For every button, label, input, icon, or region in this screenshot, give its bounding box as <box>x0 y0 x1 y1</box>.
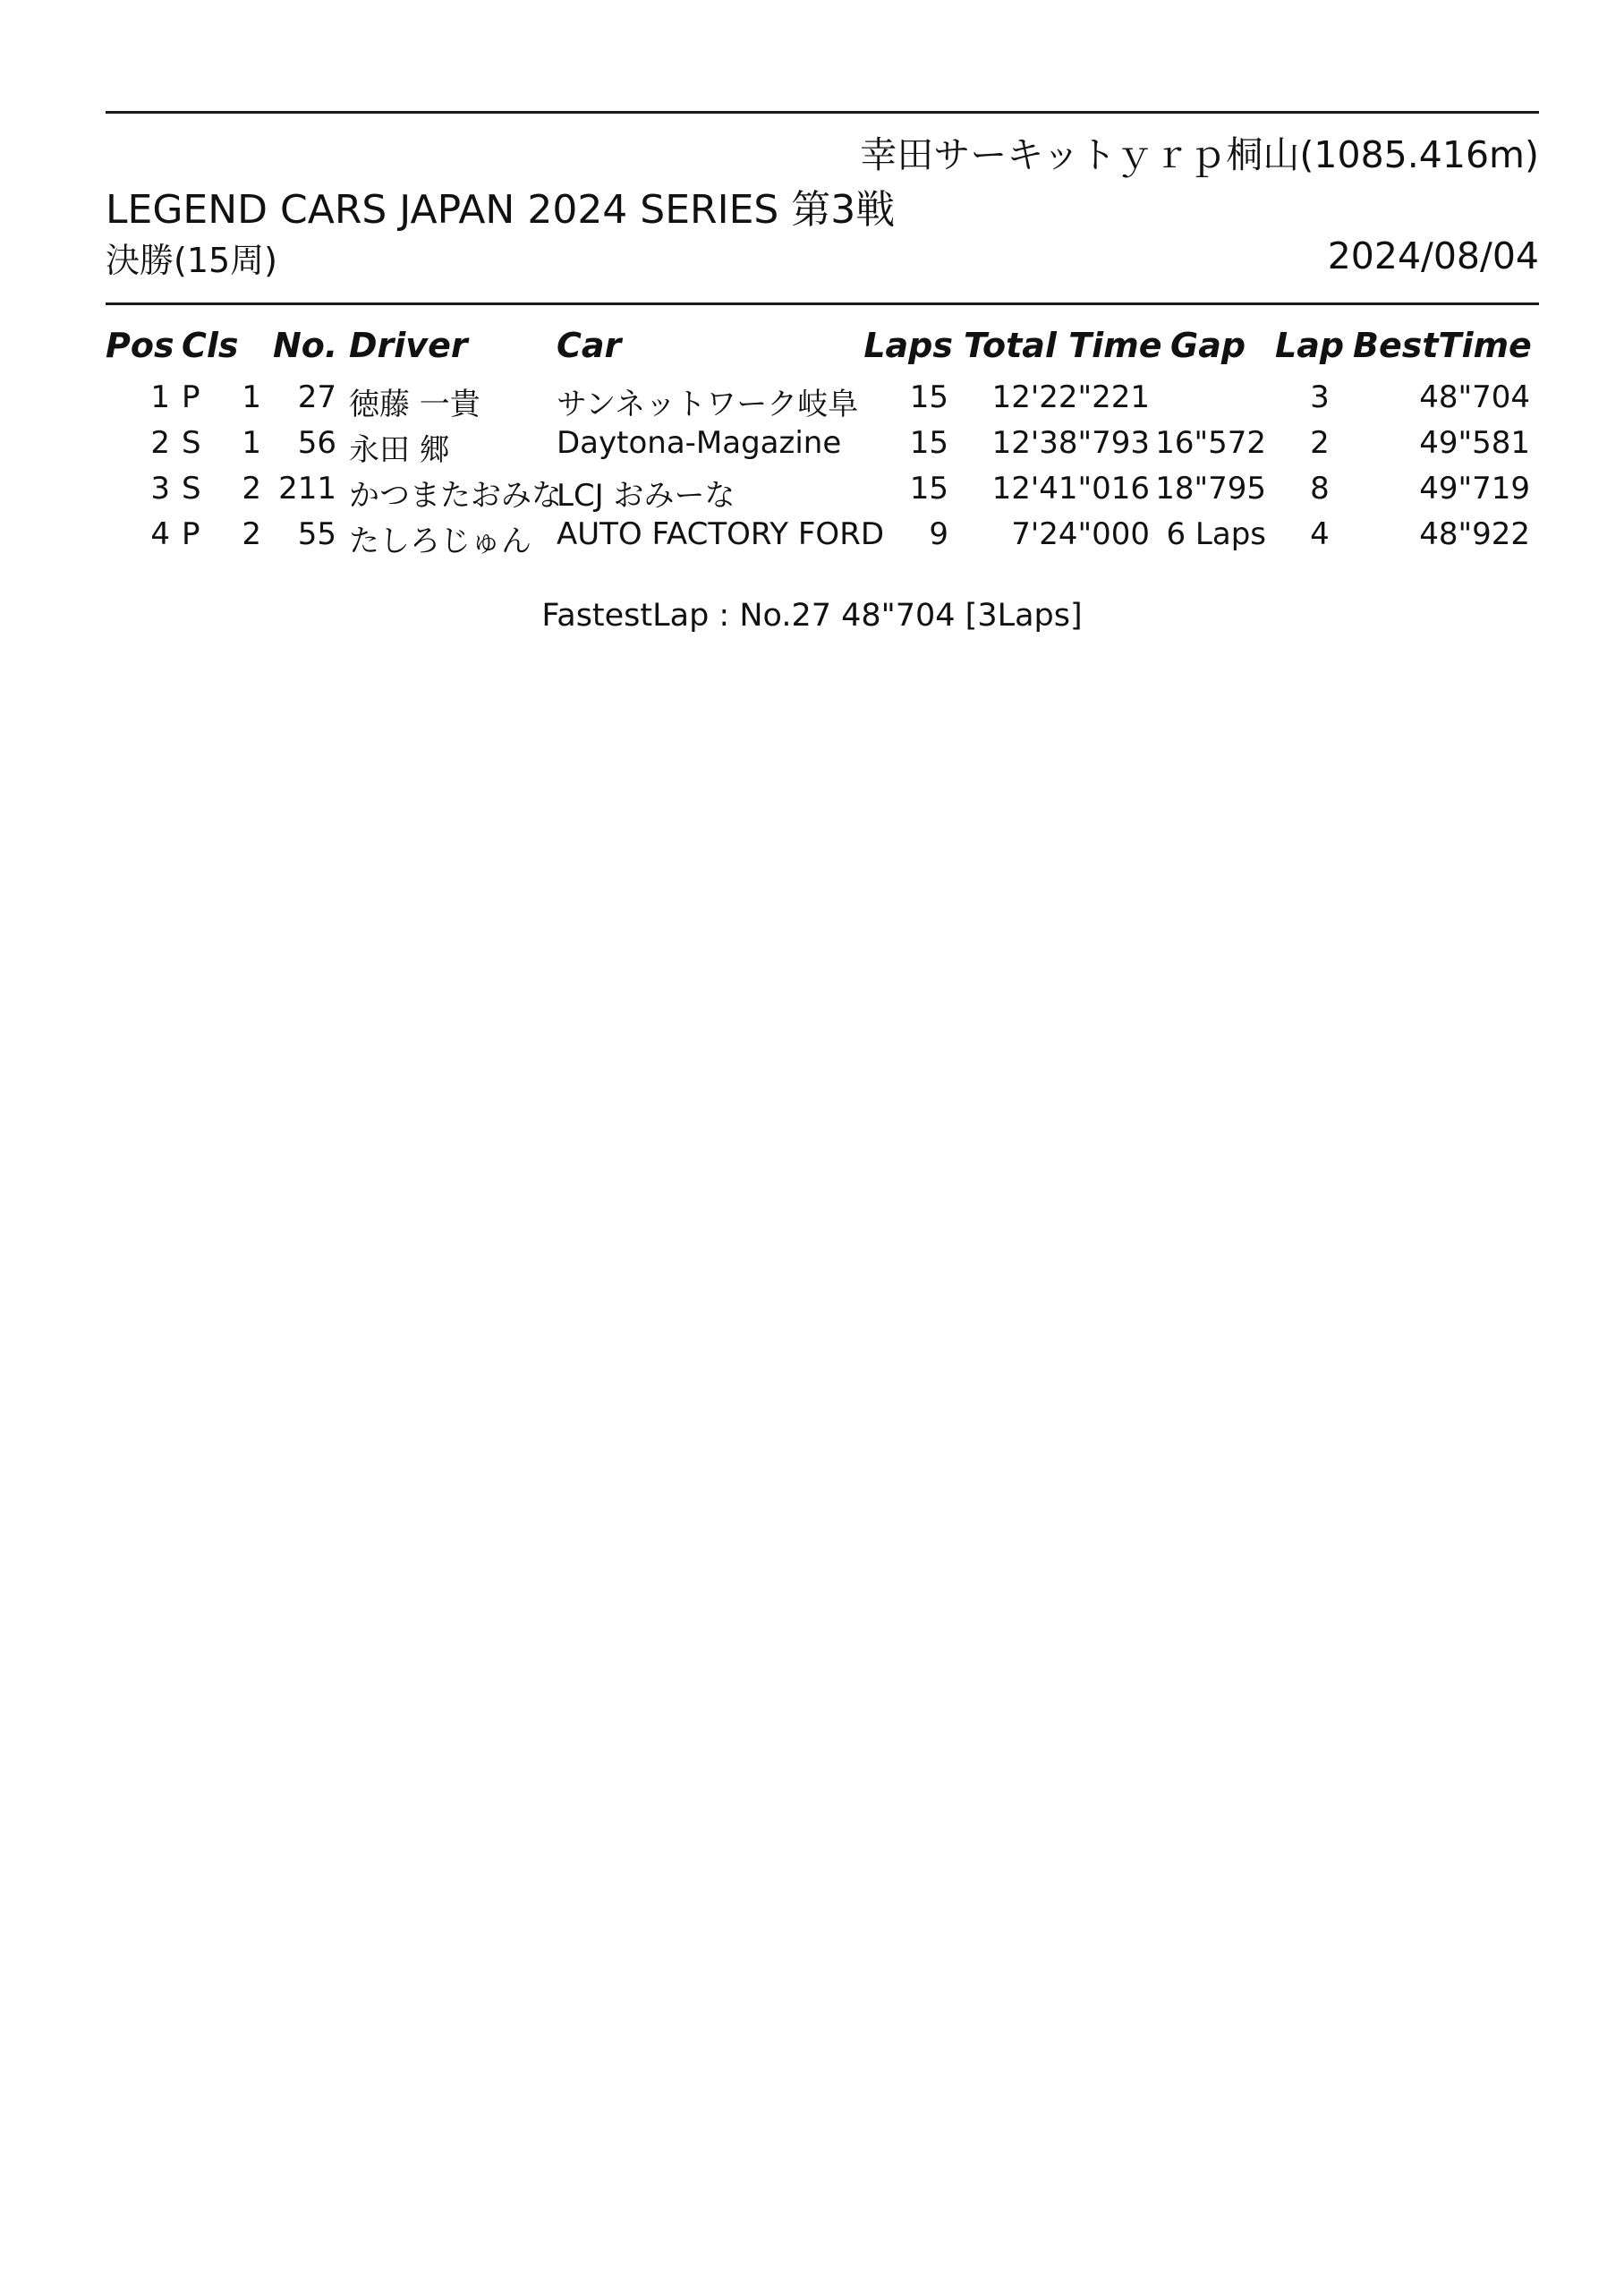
row-gap: 16"572 <box>1155 425 1266 461</box>
row-class: S <box>182 425 201 461</box>
row-gap: 6 Laps <box>1166 516 1266 552</box>
row-car-no: 211 <box>278 471 336 507</box>
row-best-time: 48"704 <box>1419 379 1530 415</box>
row-car-no: 56 <box>297 425 336 461</box>
row-car: AUTO FACTORY FORD <box>557 516 884 552</box>
row-best-lap: 8 <box>1310 471 1330 507</box>
row-total-time: 12'22"221 <box>991 379 1150 415</box>
row-car-no: 55 <box>297 516 336 552</box>
row-class-pos: 2 <box>242 471 261 507</box>
row-laps: 9 <box>929 516 948 552</box>
row-pos: 3 <box>150 471 170 507</box>
event-title: LEGEND CARS JAPAN 2024 SERIES 第3戦 <box>106 187 896 233</box>
venue-label: 幸田サーキットｙｒｐ桐山(1085.416m) <box>860 133 1539 176</box>
row-class-pos: 2 <box>242 516 261 552</box>
row-total-time: 12'41"016 <box>991 471 1150 507</box>
col-no: No. <box>273 326 338 365</box>
row-best-lap: 3 <box>1310 379 1330 415</box>
row-class: P <box>182 516 200 552</box>
row-gap: 18"795 <box>1155 471 1266 507</box>
row-total-time: 12'38"793 <box>991 425 1150 461</box>
col-laps: Laps <box>863 326 953 365</box>
col-driver: Driver <box>349 326 468 365</box>
row-best-time: 49"719 <box>1419 471 1530 507</box>
row-laps: 15 <box>909 425 948 461</box>
row-driver: かつまたおみな <box>349 478 562 514</box>
col-pos: Pos <box>106 326 174 365</box>
col-car: Car <box>557 326 622 365</box>
row-driver: 徳藤 一貴 <box>349 387 480 422</box>
fastest-lap-note: FastestLap : No.27 48"704 [3Laps] <box>541 598 1083 634</box>
col-gap: Gap <box>1170 326 1246 365</box>
row-class: P <box>182 379 200 415</box>
col-cls: Cls <box>182 326 239 365</box>
row-laps: 15 <box>909 379 948 415</box>
row-class-pos: 1 <box>242 379 261 415</box>
row-best-lap: 2 <box>1310 425 1330 461</box>
results-table <box>0 0 1624 626</box>
row-class-pos: 1 <box>242 425 261 461</box>
row-total-time: 7'24"000 <box>1011 516 1150 552</box>
row-car-no: 27 <box>297 379 336 415</box>
row-best-time: 49"581 <box>1419 425 1530 461</box>
col-total-time: Total Time <box>964 326 1162 365</box>
row-car: サンネットワーク岐阜 <box>557 387 859 422</box>
row-pos: 2 <box>150 425 170 461</box>
col-best-time: BestTime <box>1353 326 1532 365</box>
row-driver: 永田 郷 <box>349 432 450 468</box>
session-label: 決勝(15周) <box>106 241 278 280</box>
col-lap: Lap <box>1275 326 1345 365</box>
row-best-lap: 4 <box>1310 516 1330 552</box>
row-best-time: 48"922 <box>1419 516 1530 552</box>
row-car: Daytona-Magazine <box>557 425 842 461</box>
row-laps: 15 <box>909 471 948 507</box>
event-date: 2024/08/04 <box>1327 234 1539 277</box>
row-pos: 1 <box>150 379 170 415</box>
row-car: LCJ おみーな <box>557 478 735 514</box>
row-pos: 4 <box>150 516 170 552</box>
row-class: S <box>182 471 201 507</box>
row-driver: たしろじゅん <box>349 524 531 559</box>
